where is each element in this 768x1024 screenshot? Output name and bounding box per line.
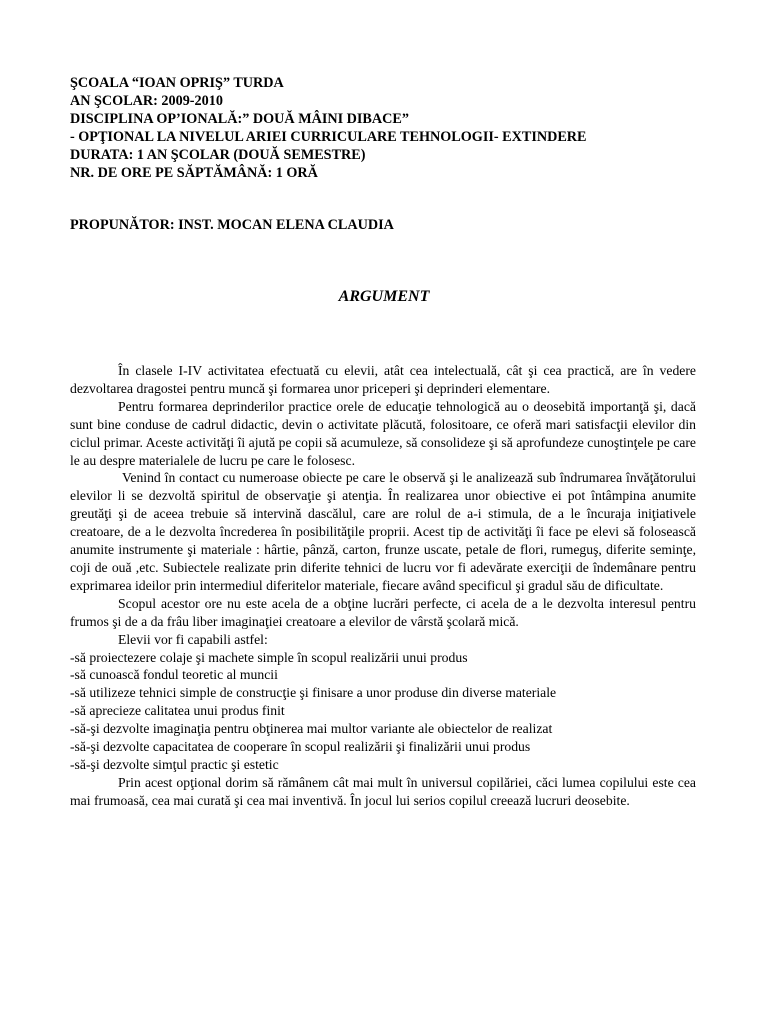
list-item: -să proiectezere colaje şi machete simple în scopul realizării unui produs	[70, 649, 468, 665]
document-body	[70, 362, 696, 810]
list-item: -să aprecieze calitatea unui produs finit	[70, 703, 285, 719]
paragraph: Pentru formarea deprinderilor practice orele de educaţie tehnologică au o deosebită importanţă şi, dacă sunt bine conduse de cadrul didactic, devin o activitate plăcută, folositoare, ce oferă mari satisfacţii elevilor din ciclul primar. Aceste activităţi îi ajută pe copii să acumuleze, să consolideze şi să aprofundeze cunoştinţele pe care le au despre materialele de lucru pe care le folosesc.	[70, 398, 696, 468]
curricular-area: - OPŢIONAL LA NIVELUL ARIEI CURRICULARE TEHNOLOGII- EXTINDERE	[70, 129, 587, 145]
proposer: PROPUNĂTOR: INST. MOCAN ELENA CLAUDIA	[70, 217, 394, 233]
list-item: -să cunoască fondul teoretic al muncii	[70, 667, 278, 683]
document-header	[70, 74, 710, 182]
duration: DURATA: 1 AN ŞCOLAR (DOUĂ SEMESTRE)	[70, 147, 366, 163]
school-name: ŞCOALA “IOAN OPRIŞ” TURDA	[70, 75, 284, 91]
paragraph: Venind în contact cu numeroase obiecte pe care le observă şi le analizează sub îndrumarea învăţătorului elevilor li se dezvoltă spiritul de observaţie şi atenţia. În realizarea unor obiective ei pot întâmpina anumite greutăţi şi de aceea trebuie să intervină dascălul, care are rolul de a-i stimula, de a le încuraja iniţiativele creatoare, de a le dezvolta încrederea în posibilităţile proprii. Acest tip de activităţi îi face pe elevi să folosească anumite instrumente şi materiale : hârtie, pânză, carton, frunze uscate, petale de flori, rumeguş, diferite seminţe, coji de ouă ,etc. Subiectele realizate prin diferite tehnici de lucru vor fi adevărate exerciţii de îndemânare pentru exprimarea ideilor prin intermediul diferitelor materiale, fiecare având specificul şi gradul său de dificultate.	[70, 470, 696, 593]
hours-per-week: NR. DE ORE PE SĂPTĂMÂNĂ: 1 ORĂ	[70, 165, 318, 181]
optional-discipline: DISCIPLINA OP’IONALĂ:” DOUĂ MÂINI DIBACE”	[70, 111, 409, 127]
list-intro: Elevii vor fi capabili astfel:	[118, 631, 268, 647]
school-year: AN ŞCOLAR: 2009-2010	[70, 93, 223, 109]
paragraph: În clasele I-IV activitatea efectuată cu elevii, atât cea intelectuală, cât şi cea practică, are în vedere dezvoltarea dragostei pentru muncă şi formarea unor priceperi şi deprinderi elementare.	[70, 363, 696, 396]
paragraph: Scopul acestor ore nu este acela de a obţine lucrări perfecte, ci acela de a le dezvolta interesul pentru frumos şi de a da frâu liber imaginaţiei creatoare a elevilor de vârstă şcolară mică.	[70, 595, 696, 629]
document-title: ARGUMENT	[338, 288, 430, 305]
closing-paragraph: Prin acest opţional dorim să rămânem cât mai mult în universul copilăriei, căci lumea copilului este cea mai frumoasă, cea mai curată şi cea mai inventivă. În jocul lui serios copilul creează lucruri deosebite.	[70, 774, 696, 808]
list-item: -să utilizeze tehnici simple de construcţie şi finisare a unor produse din diverse materiale	[70, 685, 557, 701]
list-item: -să-şi dezvolte simţul practic şi estetic	[70, 756, 279, 772]
list-item: -să-şi dezvolte capacitatea de cooperare în scopul realizării şi finalizării unui produs	[70, 739, 531, 755]
list-item: -să-şi dezvolte imaginaţia pentru obţinerea mai multor variante ale obiectelor de realizat	[70, 721, 553, 737]
